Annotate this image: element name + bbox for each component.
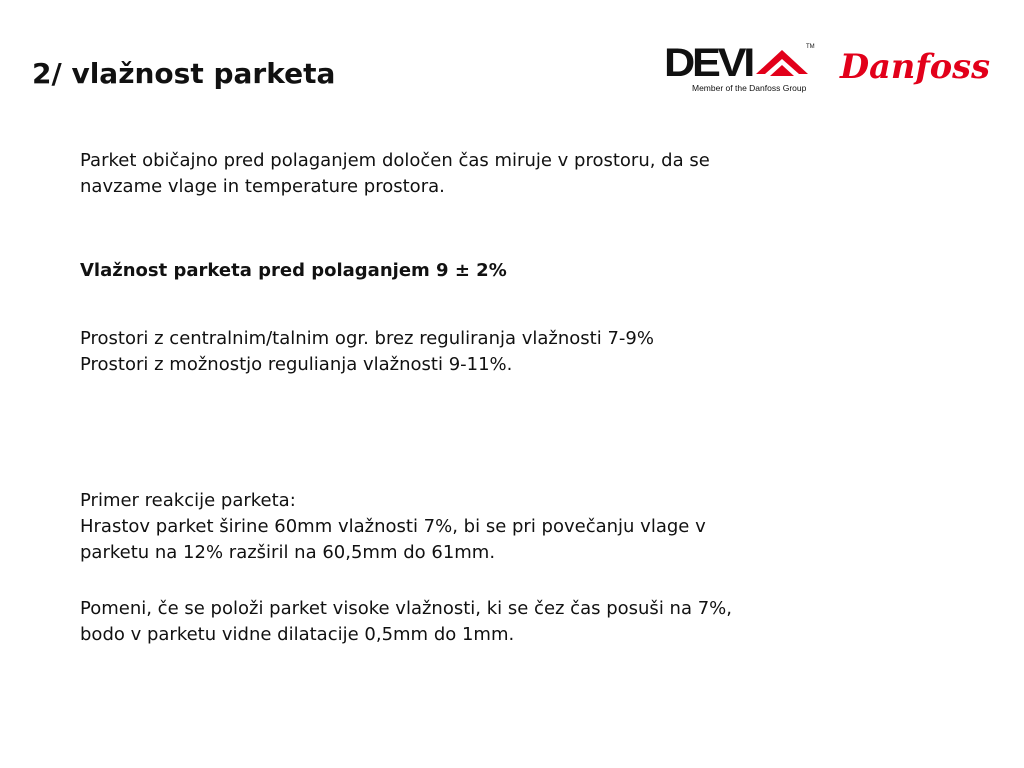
example-line: Primer reakcije parketa: (80, 490, 296, 511)
devi-danfoss-logo (664, 36, 994, 98)
moisture-heading: Vlažnost parketa pred polaganjem 9 ± 2% (80, 260, 507, 281)
consequence-line: bodo v parketu vidne dilatacije 0,5mm do 1mm. (80, 624, 515, 645)
trademark-mark: TM (806, 44, 815, 50)
slide-title: 2/ vlažnost parketa (32, 57, 336, 90)
room-type-line: Prostori z centralnim/talnim ogr. brez reguliranja vlažnosti 7-9% (80, 328, 654, 349)
example-paragraph (80, 488, 706, 566)
logo-graphic (664, 36, 994, 98)
example-line: Hrastov parket širine 60mm vlažnosti 7%, bi se pri povečanju vlage v (80, 516, 706, 537)
devi-wordmark: DEVI (664, 41, 753, 85)
intro-line: navzame vlage in temperature prostora. (80, 176, 445, 197)
room-type-line: Prostori z možnostjo regulianja vlažnosti 9-11%. (80, 354, 513, 375)
danfoss-wordmark: Danfoss (839, 47, 990, 87)
room-types-paragraph (80, 326, 654, 378)
consequence-paragraph (80, 596, 732, 648)
example-line: parketu na 12% razširil na 60,5mm do 61mm. (80, 542, 496, 563)
devi-roof-icon (756, 50, 808, 76)
intro-paragraph (80, 148, 710, 200)
intro-line: Parket običajno pred polaganjem določen čas miruje v prostoru, da se (80, 150, 710, 171)
consequence-line: Pomeni, če se položi parket visoke vlažnosti, ki se čez čas posuši na 7%, (80, 598, 732, 619)
logo-tagline: Member of the Danfoss Group (692, 83, 807, 93)
